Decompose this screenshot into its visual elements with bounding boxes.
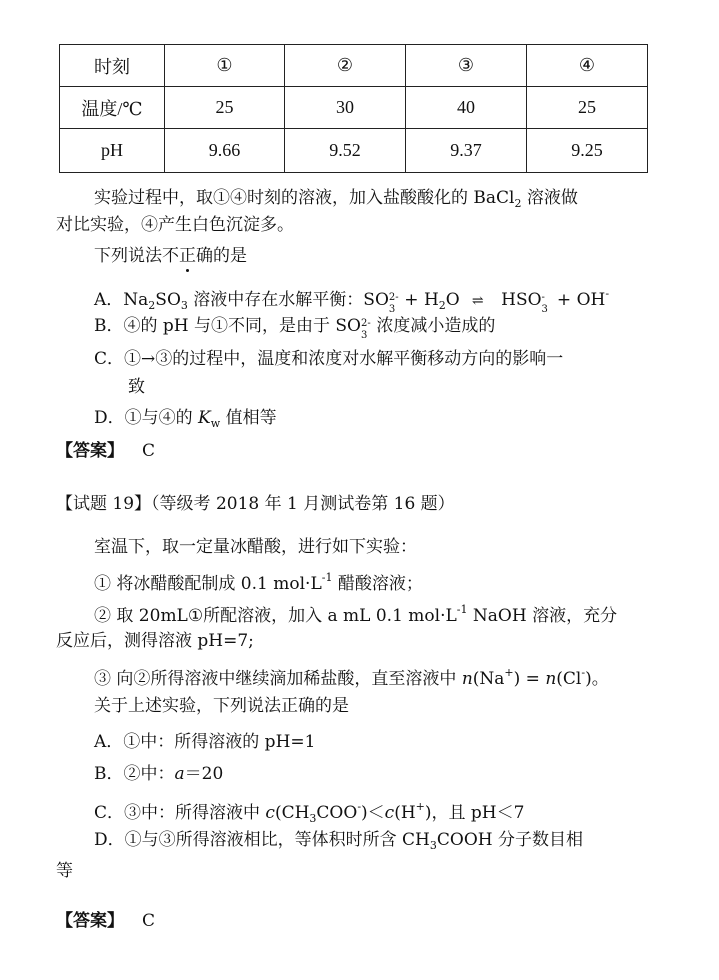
charge-index [361, 315, 371, 341]
text: B．④的 pH 与①不同，是由于 SO [94, 316, 361, 336]
superscript: - [357, 800, 362, 813]
text: 溶液中存在水解平衡：SO [187, 290, 389, 310]
answer-value: C [142, 911, 156, 931]
table-row-ph [60, 129, 648, 173]
text: )＜ [361, 803, 385, 823]
option-c: C．①→③的过程中，温度和浓度对水解平衡移动方向的影响一 [94, 349, 564, 369]
text: 实验过程中，取①④时刻的溶液，加入盐酸酸化的 BaCl [94, 188, 515, 208]
text: )，且 pH＜7 [424, 803, 525, 823]
step-1 [94, 566, 423, 596]
superscript: + [415, 800, 425, 813]
answer-label: 【答案】 [56, 911, 124, 931]
table-row-temperature [60, 87, 648, 129]
text: D．①与④的 [94, 408, 199, 428]
hydrolysis-data-table [59, 44, 648, 173]
option-b [94, 762, 223, 786]
text: 值相等 [220, 408, 277, 428]
text: 醋酸溶液； [332, 574, 423, 594]
text: B．②中： [94, 764, 175, 784]
table-cell: 9.37 [406, 129, 527, 173]
subscript: 2 [514, 197, 522, 210]
charge-index [541, 289, 552, 315]
emphasis-dotted-text: 不正确 [162, 246, 213, 266]
text: D．①与③所得溶液相比，等体积时所含 CH [94, 830, 430, 850]
superscript: 2- [388, 292, 399, 303]
table-cell: ① [165, 45, 285, 87]
step-2-continued: 反应后，测得溶液 pH=7; [56, 631, 254, 651]
text: n [545, 669, 557, 689]
answer-line [56, 439, 155, 463]
text: c [384, 803, 395, 823]
text: ② 取 20mL①所配溶液，加入 a mL 0.1 mol·L [94, 606, 457, 626]
option-a: A．①中：所得溶液的 pH=1 [94, 732, 316, 752]
text: ① 将冰醋酸配制成 0.1 mol·L [94, 574, 322, 594]
table-cell: 30 [285, 87, 406, 129]
option-b [94, 314, 496, 341]
superscript: -1 [321, 571, 333, 584]
option-c-continued: 致 [128, 377, 145, 397]
subscript: 3 [388, 304, 396, 315]
text: n [461, 669, 473, 689]
text: C．③中：所得溶液中 [94, 803, 266, 823]
option-d-continued: 等 [56, 861, 73, 881]
subscript: 3 [361, 330, 368, 341]
text: 下列说法 [94, 246, 162, 266]
superscript: 2- [361, 318, 371, 329]
table-cell: ④ [527, 45, 648, 87]
text: SO [155, 290, 181, 310]
text: (CH [274, 803, 310, 823]
option-a [94, 282, 609, 318]
subscript: 3 [180, 299, 188, 312]
subscript: 3 [541, 304, 548, 315]
text: )。 [585, 669, 609, 689]
option-c [94, 795, 524, 831]
superscript: - [541, 292, 545, 303]
answer-value: C [142, 441, 156, 461]
superscript: -1 [456, 603, 468, 616]
text: (Na [472, 669, 505, 689]
table-cell: 9.25 [527, 129, 648, 173]
answer-label: 【答案】 [56, 441, 124, 461]
equilibrium-arrow-icon: ⇌ [471, 293, 484, 309]
subscript: 2 [438, 299, 446, 312]
table-cell: 25 [527, 87, 648, 129]
superscript: + [504, 666, 514, 679]
subscript: 3 [429, 839, 437, 852]
table-cell: 9.66 [165, 129, 285, 173]
text: O [445, 290, 460, 310]
text: ③ 向②所得溶液中继续滴加稀盐酸，直至溶液中 [94, 669, 462, 689]
paragraph-line: 对比实验，④产生白色沉淀多。 [56, 215, 294, 235]
question-stem [94, 244, 247, 268]
question-stem: 关于上述实验，下列说法正确的是 [94, 696, 349, 716]
option-d [94, 406, 277, 436]
table-cell: 9.52 [285, 129, 406, 173]
text: c [265, 803, 275, 823]
step-3 [94, 661, 609, 691]
table-cell: ③ [406, 45, 527, 87]
text: a [174, 764, 185, 784]
answer-line [56, 909, 155, 933]
subscript: 2 [148, 299, 156, 312]
subscript: w [210, 417, 221, 430]
table-cell: 温度/℃ [60, 87, 165, 129]
superscript: - [581, 666, 586, 679]
text: 浓度减小造成的 [371, 316, 496, 336]
text: ＝20 [184, 764, 224, 784]
table-cell: ② [285, 45, 406, 87]
text: HSO [495, 290, 542, 310]
table-cell: pH [60, 129, 165, 173]
text: A．Na [94, 290, 149, 310]
paragraph-line [94, 186, 578, 216]
subscript: 3 [309, 812, 317, 825]
text: (H [394, 803, 416, 823]
table-row-time [60, 45, 648, 87]
text: (Cl [556, 669, 582, 689]
charge-index [388, 289, 399, 315]
step-2 [94, 598, 617, 628]
text: ) = [513, 669, 546, 689]
table-cell: 40 [406, 87, 527, 129]
text: 溶液做 [521, 188, 578, 208]
text: COOH 分子数目相 [436, 830, 583, 850]
text: NaOH 溶液，充分 [467, 606, 618, 626]
table-cell: 25 [165, 87, 285, 129]
text: COO [316, 803, 358, 823]
question-title: 【试题 19】（等级考 2018 年 1 月测试卷第 16 题） [56, 494, 455, 514]
text: + OH [551, 290, 606, 310]
superscript: - [605, 287, 610, 300]
option-d [94, 828, 583, 858]
text: 的是 [213, 246, 247, 266]
paragraph-line: 室温下，取一定量冰醋酸，进行如下实验： [94, 537, 417, 557]
text: K [198, 408, 211, 428]
text: + H [398, 290, 439, 310]
table-cell: 时刻 [60, 45, 165, 87]
